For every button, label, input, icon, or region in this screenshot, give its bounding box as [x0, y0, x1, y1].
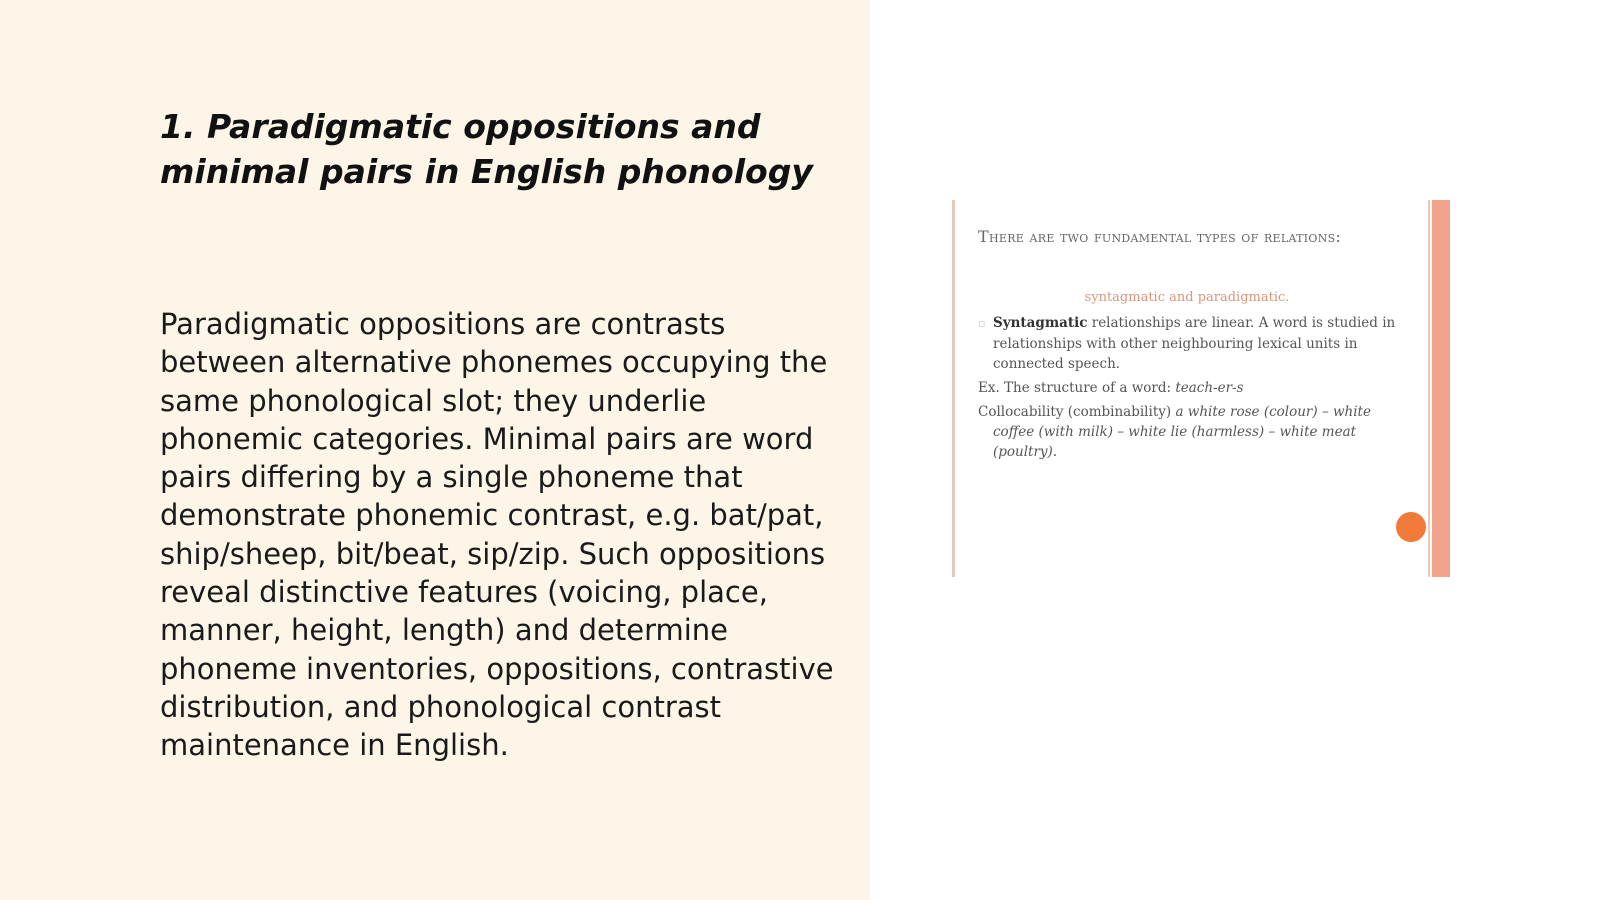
embedded-bullet-term: Syntagmatic: [993, 315, 1088, 331]
bullet-icon: ▫: [978, 317, 986, 330]
embedded-collocability-examples: a white rose (colour) – white coffee (with milk) – white lie (harmless) – white meat (poultry).: [993, 404, 1371, 460]
embedded-bullet-text: relationships are linear. A word is studied in relationships with other neighbouring lexical units in connected speech.: [993, 315, 1396, 372]
embedded-accent-bar: [1432, 200, 1450, 577]
embedded-bullet-syntagmatic: [978, 313, 1398, 374]
embedded-right-line: [1428, 200, 1430, 577]
embedded-collocability: [978, 402, 1398, 462]
embedded-left-rule: [952, 200, 955, 577]
embedded-heading: There are two fundamental types of relations:: [978, 227, 1342, 246]
embedded-body: [978, 313, 1398, 466]
embedded-example: [978, 378, 1398, 398]
embedded-subheading: syntagmatic and paradigmatic.: [1084, 290, 1290, 305]
embedded-collocability-prefix: Collocability (combinability): [978, 404, 1176, 420]
embedded-example-prefix: Ex. The structure of a word:: [978, 380, 1176, 396]
slide-body-text: Paradigmatic oppositions are contrasts between alternative phonemes occupying the same phonological slot; they underlie phonemic categories. Minimal pairs are word pairs differing by a single phoneme that demonstrate phonemic contrast, e.g. bat/pat, ship/sheep, bit/beat, sip/zip. Such oppositions reveal distinctive features (voicing, place, manner, height, length) and determine phoneme inventories, oppositions, contrastive distribution, and phonological contrast maintenance in English.: [160, 307, 834, 763]
slide-title: 1. Paradigmatic oppositions and minimal pairs in English phonology: [160, 107, 813, 191]
embedded-orange-dot: [1396, 512, 1426, 542]
embedded-example-word: teach-er-s: [1175, 380, 1244, 396]
embedded-slide-image: [952, 200, 1450, 577]
